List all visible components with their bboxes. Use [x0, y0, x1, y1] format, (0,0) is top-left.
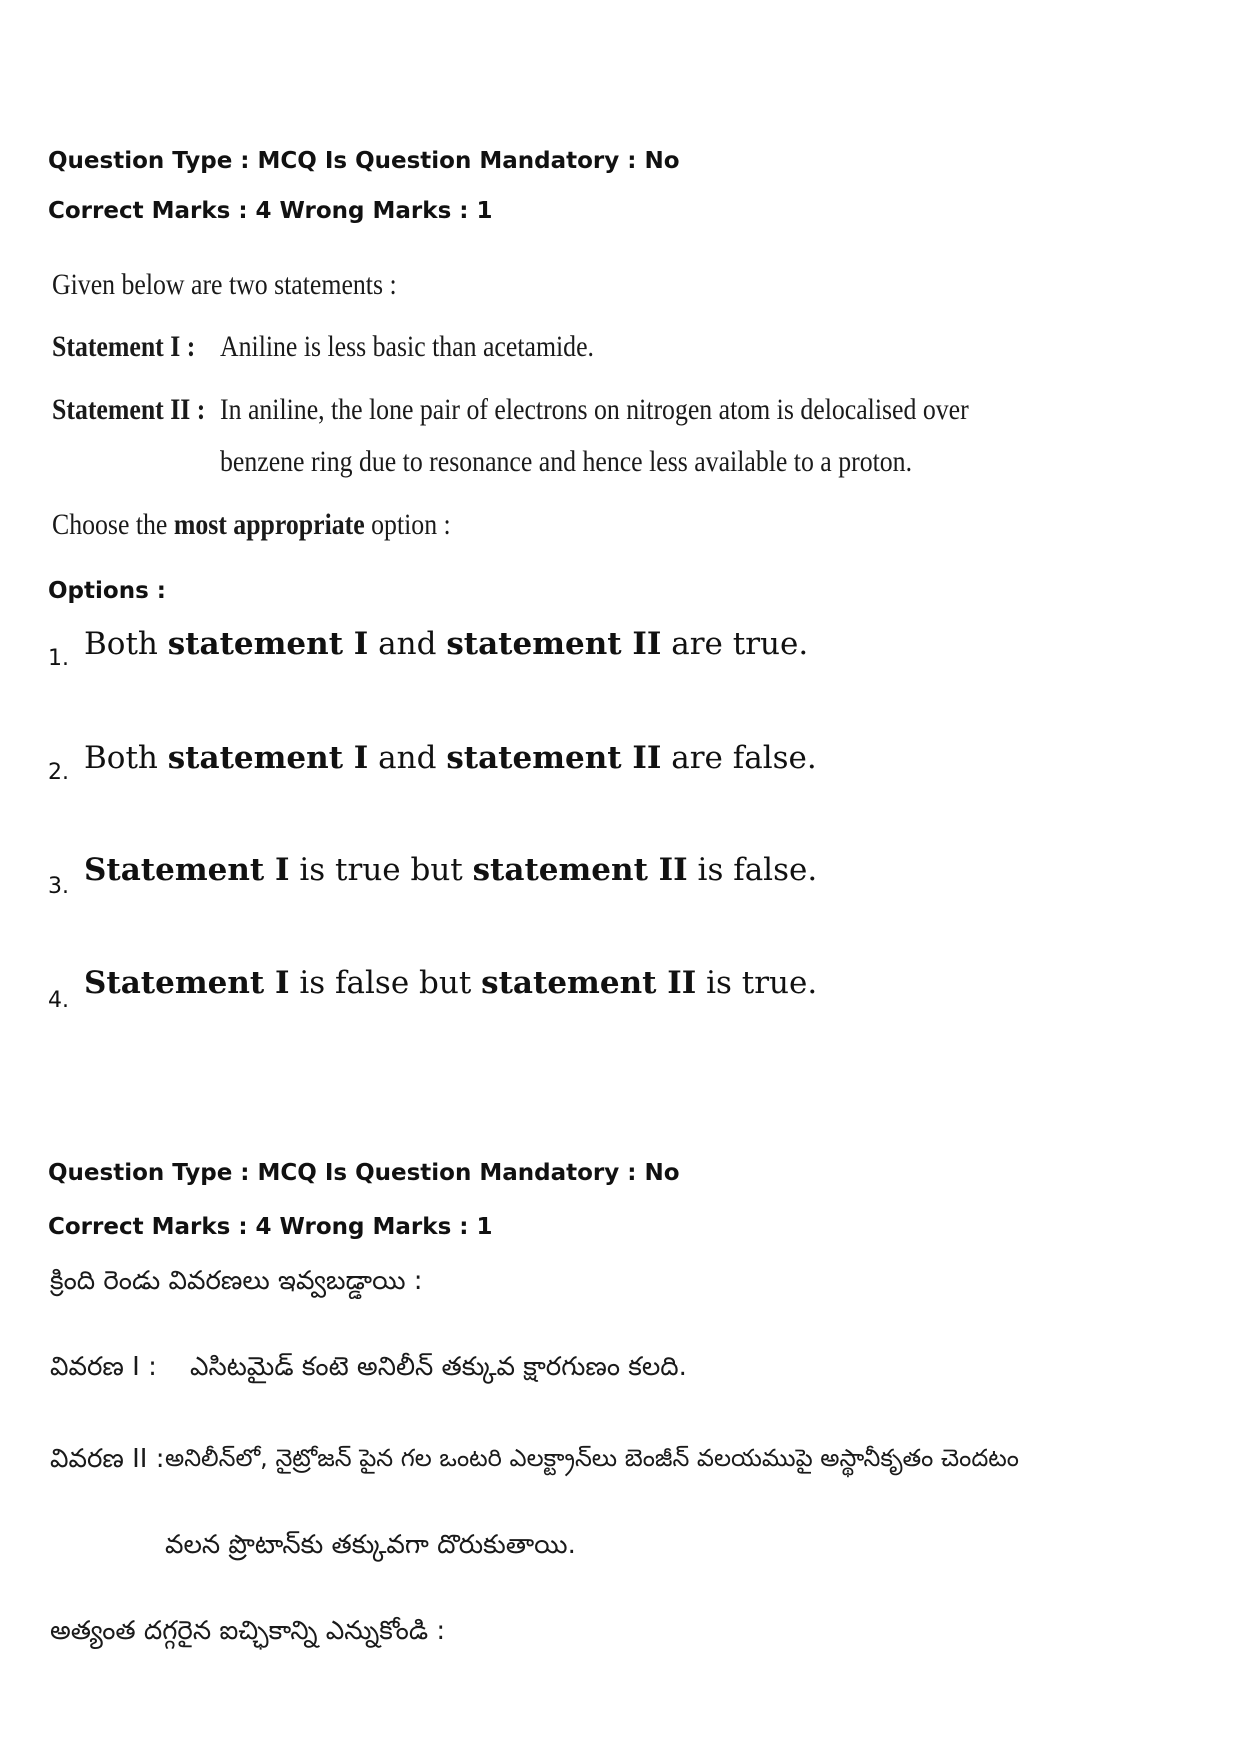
- option-text: Statement I is false but statement II is true.: [84, 965, 818, 1001]
- q2-type-line: Question Type : MCQ Is Question Mandatory : No: [48, 1160, 680, 1186]
- q2-choose-instruction: అత్యంత దగ్గరైన ఐచ్ఛికాన్ని ఎన్నుకోండి :: [50, 1616, 446, 1646]
- q2-statement2-line1: అనిలీన్‌లో, నైట్రోజన్ పైన గల ఒంటరి ఎలక్ట్రాన్‌లు బెంజీన్ వలయముపై అస్థానీకృతం చెందటం: [165, 1444, 1019, 1472]
- q2-statement1-label: వివరణ I :: [50, 1352, 157, 1382]
- q2-statement2-line2: వలన ప్రొటాన్‌కు తక్కువగా దొరుకుతాయి.: [165, 1530, 576, 1560]
- q1-statement2-line1: In aniline, the lone pair of electrons on nitrogen atom is delocalised over: [220, 393, 969, 426]
- q2-statement2-label: వివరణ II :: [50, 1444, 165, 1474]
- q1-statement2-line2: benzene ring due to resonance and hence less available to a proton.: [220, 445, 913, 478]
- option-number: 2.: [48, 760, 69, 785]
- option-number: 1.: [48, 646, 69, 671]
- option-text: Both statement I and statement II are true.: [84, 626, 809, 662]
- q1-choose-instruction: [52, 508, 451, 542]
- q1-marks-line: Correct Marks : 4 Wrong Marks : 1: [48, 198, 493, 224]
- option-number: 3.: [48, 874, 69, 899]
- q2-statement1-text: ఎసిటమైడ్ కంటె అనిలీన్ తక్కువ క్షారగుణం కలది.: [190, 1352, 687, 1382]
- q1-type-line: Question Type : MCQ Is Question Mandatory : No: [48, 148, 680, 174]
- q1-statement2-label: Statement II :: [52, 393, 206, 426]
- q2-marks-line: Correct Marks : 4 Wrong Marks : 1: [48, 1214, 493, 1240]
- q1-choose-prefix: Choose the: [52, 508, 168, 541]
- q1-options-label: Options :: [48, 578, 166, 604]
- q1-statement1-label: Statement I :: [52, 330, 196, 363]
- q1-choose-suffix: option :: [371, 508, 451, 541]
- q1-intro: Given below are two statements :: [52, 268, 397, 301]
- q2-intro: క్రింది రెండు వివరణలు ఇవ్వబడ్డాయి :: [50, 1266, 423, 1296]
- q1-choose-bold: most appropriate: [173, 508, 365, 541]
- option-text: Both statement I and statement II are false.: [84, 740, 817, 776]
- q1-statement1-text: Aniline is less basic than acetamide.: [220, 330, 594, 363]
- option-text: Statement I is true but statement II is false.: [84, 852, 818, 888]
- option-number: 4.: [48, 988, 69, 1013]
